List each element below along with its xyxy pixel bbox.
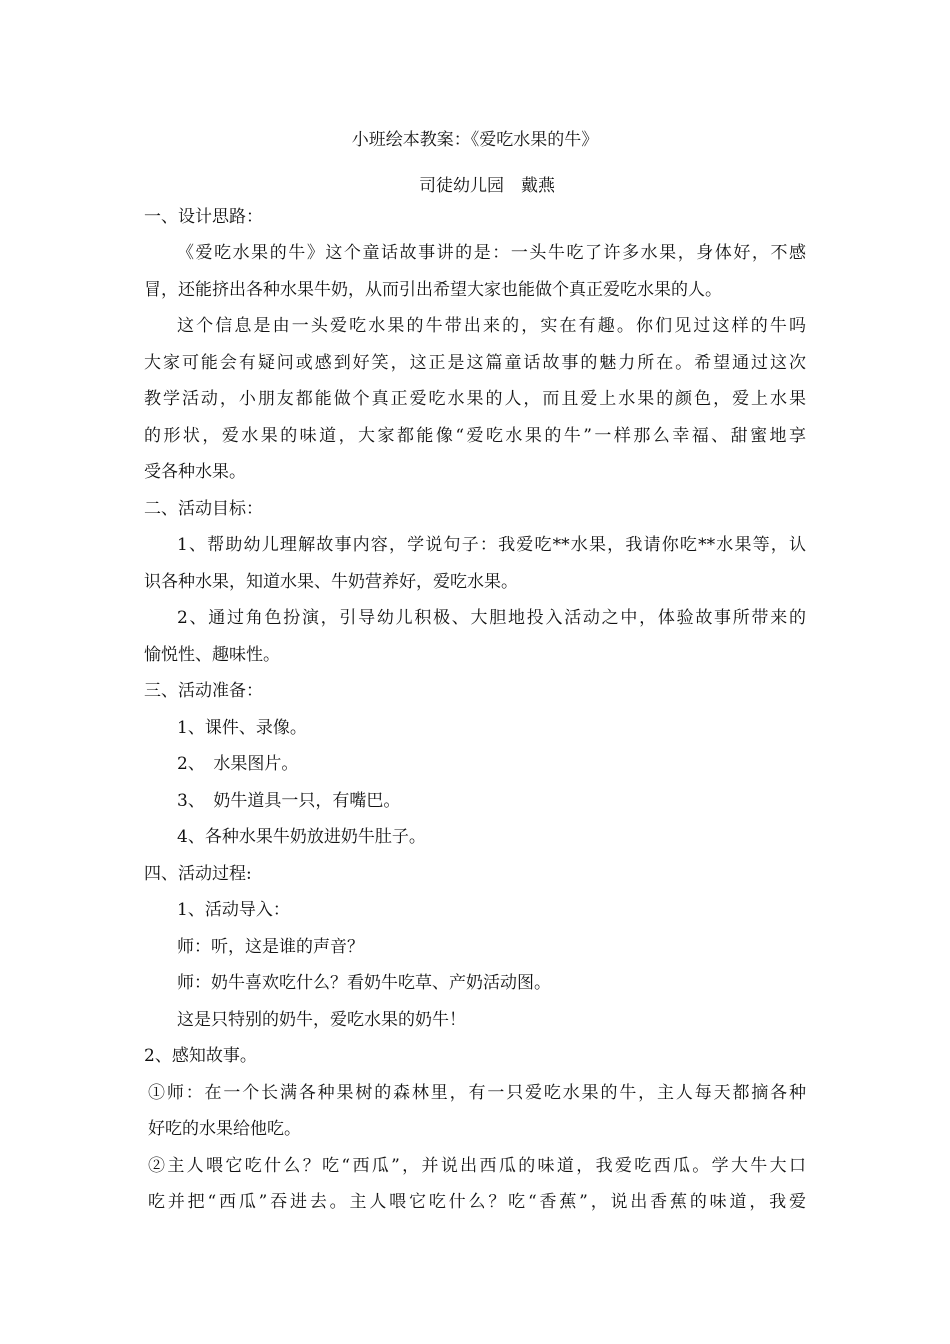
section-heading-goals: 二、活动目标：: [144, 499, 263, 519]
paragraph-line: ①师：在一个长满各种果树的森林里，有一只爱吃水果的牛，主人每天都摘各种: [148, 1083, 806, 1103]
list-item-line: 愉悦性、趣味性。: [144, 645, 280, 665]
list-item: 4、各种水果牛奶放进奶牛肚子。: [177, 827, 426, 847]
paragraph-line: 好吃的水果给他吃。: [148, 1119, 301, 1139]
list-item-line: 2、通过角色扮演，引导幼儿积极、大胆地投入活动之中，体验故事所带来的: [177, 608, 806, 628]
paragraph-line: 受各种水果。: [144, 462, 246, 482]
subsection-heading: 2、感知故事。: [144, 1046, 257, 1066]
list-item: 1、课件、录像。: [177, 718, 307, 738]
paragraph-line: 冒，还能挤出各种水果牛奶，从而引出希望大家也能做个真正爱吃水果的人。: [144, 280, 722, 300]
paragraph-line: 这个信息是由一头爱吃水果的牛带出来的，实在有趣。你们见过这样的牛吗: [177, 316, 806, 336]
list-item-line: 1、帮助幼儿理解故事内容，学说句子：我爱吃**水果，我请你吃**水果等，认: [177, 535, 806, 555]
dialogue-line: 师：奶牛喜欢吃什么？看奶牛吃草、产奶活动图。: [177, 973, 551, 993]
paragraph-line: 教学活动，小朋友都能做个真正爱吃水果的人，而且爱上水果的颜色，爱上水果: [144, 389, 806, 409]
paragraph-line: 大家可能会有疑问或感到好笑，这正是这篇童话故事的魅力所在。希望通过这次: [144, 353, 806, 373]
paragraph-line: 《爱吃水果的牛》这个童话故事讲的是：一头牛吃了许多水果，身体好，不感: [177, 243, 806, 263]
document-title: 小班绘本教案：《爱吃水果的牛》: [351, 130, 599, 150]
dialogue-line: 这是只特别的奶牛，爱吃水果的奶牛！: [177, 1010, 466, 1030]
document-author: 司徒幼儿园 戴燕: [419, 176, 555, 196]
section-heading-preparation: 三、活动准备：: [144, 681, 263, 701]
paragraph-line: 的形状，爱水果的味道，大家都能像“爱吃水果的牛”一样那么幸福、甜蜜地享: [144, 426, 806, 446]
list-item-line: 识各种水果，知道水果、牛奶营养好，爱吃水果。: [144, 572, 518, 592]
subsection-heading: 1、活动导入：: [177, 900, 290, 920]
section-heading-design: 一、设计思路：: [144, 207, 263, 227]
dialogue-line: 师：听，这是谁的声音？: [177, 937, 364, 957]
section-heading-process: 四、活动过程:: [144, 864, 252, 884]
list-item: 2、 水果图片。: [177, 754, 299, 774]
paragraph-line: 吃并把“西瓜”吞进去。主人喂它吃什么？吃“香蕉”，说出香蕉的味道，我爱: [148, 1192, 806, 1212]
list-item: 3、 奶牛道具一只，有嘴巴。: [177, 791, 401, 811]
paragraph-line: ②主人喂它吃什么？吃“西瓜”，并说出西瓜的味道，我爱吃西瓜。学大牛大口: [148, 1156, 806, 1176]
